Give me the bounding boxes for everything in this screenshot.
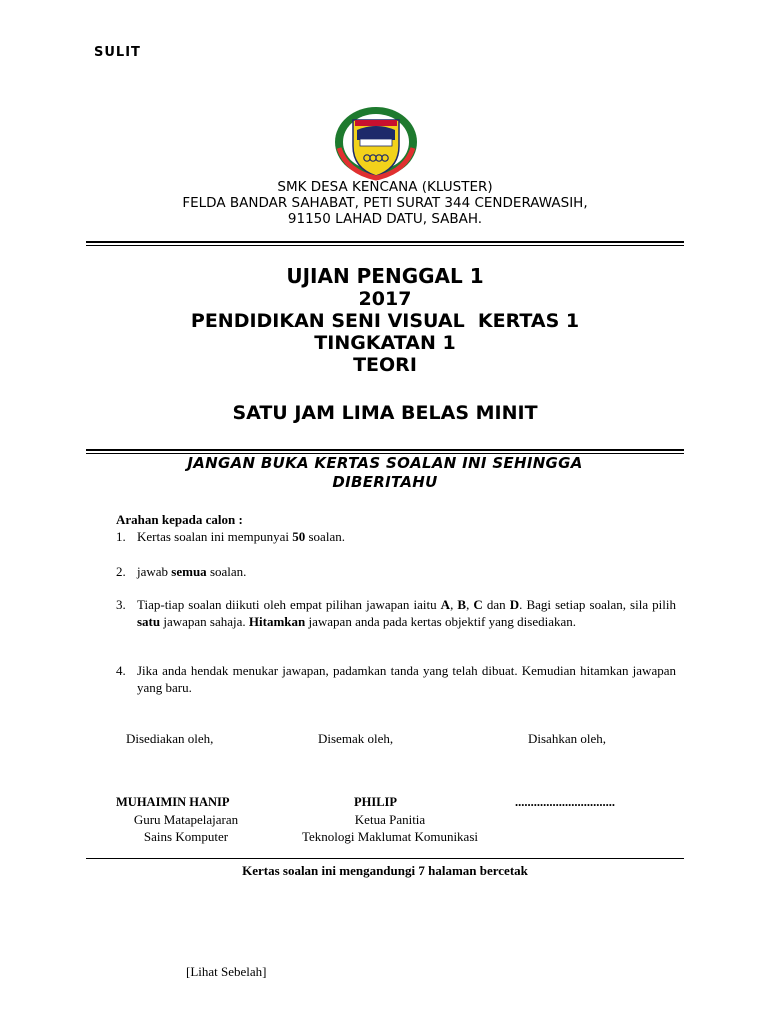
instruction-number: 1.: [116, 529, 126, 544]
school-crest-icon: [333, 106, 419, 184]
instruction-text: Kertas soalan ini mempunyai: [137, 529, 293, 544]
warning-notice: [86, 454, 684, 492]
prepared-by-role: Guru Matapelajaran: [133, 812, 239, 827]
instruction-number: 2.: [116, 564, 126, 579]
instruction-text: jawapan anda pada kertas objektif yang disediakan.: [305, 614, 576, 629]
prepared-by-dept: Sains Komputer: [143, 829, 229, 844]
exam-section: TEORI: [353, 354, 417, 376]
instruction-text: jawab: [137, 564, 172, 579]
exam-form: TINGKATAN 1: [314, 332, 456, 354]
instruction-item-2: [116, 563, 676, 580]
instruction-text: dan: [482, 597, 510, 612]
exam-title: UJIAN PENGGAL 1: [286, 264, 484, 288]
instruction-item-1: [116, 528, 676, 545]
page-count-note: Kertas soalan ini mengandungi 7 halaman bercetak: [242, 863, 528, 878]
instruction-text: ,: [450, 597, 458, 612]
header-divider-bottom: [86, 245, 684, 246]
school-address-line1: FELDA BANDAR SAHABAT, PETI SURAT 344 CENDERAWASIH,: [182, 195, 588, 211]
approved-by-label: Disahkan oleh,: [528, 731, 606, 746]
instruction-text: jawapan sahaja.: [160, 614, 249, 629]
warning-line1: JANGAN BUKA KERTAS SOALAN INI SEHINGGA: [187, 454, 583, 472]
instruction-text: soalan.: [206, 564, 247, 579]
checked-by-dept: Teknologi Maklumat Komunikasi: [301, 829, 478, 844]
next-page-label: [Lihat Sebelah]: [186, 964, 267, 979]
instruction-emphasis: Hitamkan: [248, 614, 306, 629]
instruction-text: Jika anda hendak menukar jawapan, padamkan tanda yang telah dibuat. Kemudian hitamkan jawapan yang baru.: [137, 663, 676, 695]
exam-title-block: [86, 264, 684, 376]
instruction-text: Tiap-tiap soalan diikuti oleh empat pilihan jawapan iaitu: [137, 597, 441, 612]
checked-by-label: Disemak oleh,: [318, 731, 394, 746]
warning-divider-top: [86, 449, 684, 451]
instruction-text: . Bagi setiap soalan, sila pilih: [519, 597, 677, 612]
instruction-text: ,: [466, 597, 474, 612]
instructions-title: Arahan kepada calon :: [116, 512, 243, 527]
warning-line2: DIBERITAHU: [332, 473, 438, 491]
instruction-item-3: [116, 596, 676, 630]
checked-by-name: PHILIP: [354, 795, 398, 809]
option-a: A: [440, 597, 451, 612]
footer-divider: [86, 858, 684, 859]
option-c: C: [473, 597, 483, 612]
prepared-by-details: [106, 811, 266, 845]
exam-duration: SATU JAM LIMA BELAS MINIT: [232, 402, 538, 424]
approved-by-name: ................................: [515, 795, 615, 809]
prepared-by-label: Disediakan oleh,: [126, 731, 214, 746]
instruction-number: 4.: [116, 663, 126, 678]
instruction-number: 3.: [116, 597, 126, 612]
option-d: D: [509, 597, 520, 612]
header-divider-top: [86, 241, 684, 243]
school-address-line2: 91150 LAHAD DATU, SABAH.: [287, 211, 483, 227]
exam-subject: PENDIDIKAN SENI VISUAL KERTAS 1: [190, 310, 580, 332]
checked-by-details: [270, 811, 510, 845]
instruction-emphasis: semua: [171, 564, 207, 579]
school-header: [86, 179, 684, 227]
exam-year: 2017: [358, 288, 412, 310]
instruction-text: soalan.: [305, 529, 345, 544]
prepared-by-name: MUHAIMIN HANIP: [116, 795, 230, 809]
classification-label: SULIT: [94, 45, 141, 60]
option-b: B: [457, 597, 467, 612]
instruction-emphasis: 50: [292, 529, 306, 544]
instruction-item-4: [116, 662, 676, 696]
instruction-emphasis: satu: [137, 614, 161, 629]
checked-by-role: Ketua Panitia: [354, 812, 426, 827]
school-name: SMK DESA KENCANA (KLUSTER): [277, 179, 493, 195]
